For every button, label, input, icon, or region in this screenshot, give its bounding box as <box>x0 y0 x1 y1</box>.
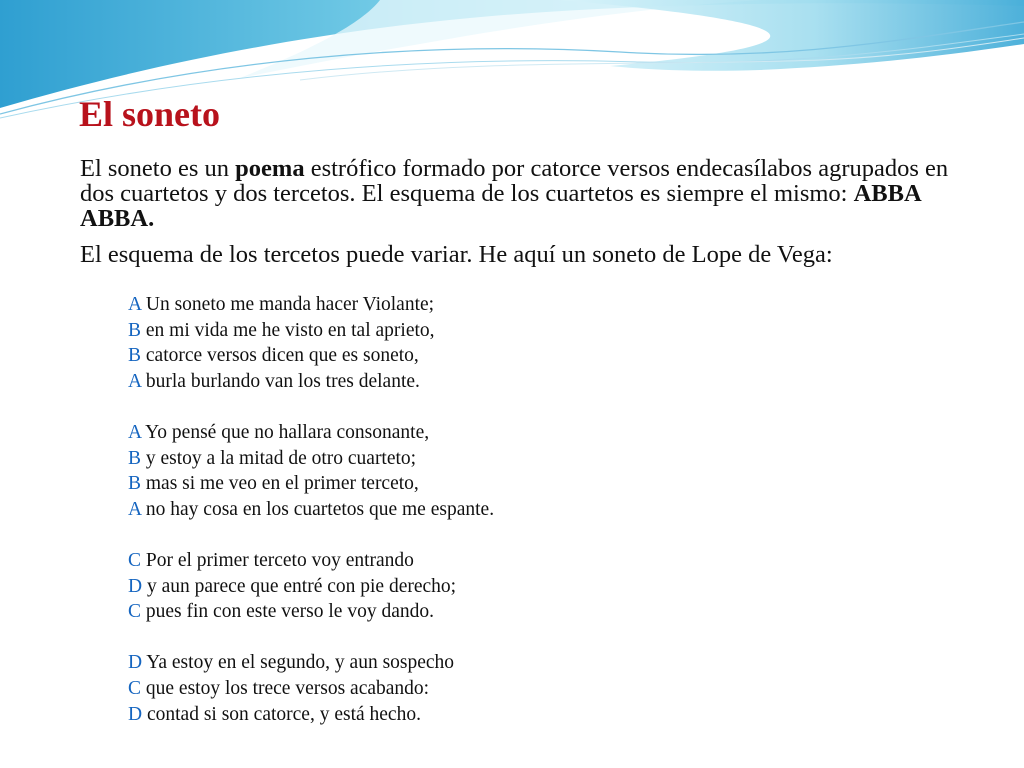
poem-line <box>128 676 688 702</box>
tercetos-paragraph: El esquema de los tercetos puede variar. He aquí un soneto de Lope de Vega: <box>80 241 833 268</box>
verse-text: que estoy los trece versos acabando: <box>141 677 430 699</box>
poem-line <box>128 599 688 625</box>
intro-text-part: El soneto es un <box>80 155 236 182</box>
rhyme-letter: B <box>128 473 142 495</box>
intro-text <box>80 156 985 267</box>
stanza-break <box>128 522 688 548</box>
poem-line <box>128 650 688 676</box>
verse-text: Un soneto me manda hacer Violante; <box>141 294 435 315</box>
verse-text: Por el primer terceto voy entrando <box>141 549 414 571</box>
poem-line <box>128 471 688 497</box>
sonnet-poem <box>128 292 688 727</box>
stanza-break <box>128 394 688 420</box>
verse-text: Ya estoy en el segundo, y aun sospecho <box>142 652 455 674</box>
rhyme-letter: D <box>128 575 143 597</box>
poem-line <box>128 446 688 472</box>
verse-text: y aun parece que entré con pie derecho; <box>142 575 457 597</box>
verse-text: catorce versos dicen que es soneto, <box>141 345 419 367</box>
verse-text: no hay cosa en los cuartetos que me espante. <box>141 498 495 520</box>
rhyme-letter: B <box>128 319 142 341</box>
poem-line <box>128 548 688 574</box>
verse-text: pues fin con este verso le voy dando. <box>141 601 434 623</box>
poem-line <box>128 574 688 600</box>
rhyme-letter: C <box>128 549 142 571</box>
rhyme-letter: D <box>128 652 143 674</box>
verse-text: en mi vida me he visto en tal aprieto, <box>141 319 435 341</box>
rhyme-letter: B <box>128 345 142 367</box>
verse-text: y estoy a la mitad de otro cuarteto; <box>141 447 417 469</box>
verse-text: burla burlando van los tres delante. <box>141 370 420 392</box>
stanza-break <box>128 625 688 651</box>
poem-line <box>128 420 688 446</box>
poem-line <box>128 497 688 523</box>
poem-line <box>128 702 688 728</box>
verse-text: Yo pensé que no hallara consonante, <box>141 421 430 443</box>
poem-line <box>128 343 688 369</box>
poem-line <box>128 292 688 318</box>
slide-title: El soneto <box>79 94 221 134</box>
rhyme-letter: B <box>128 447 142 469</box>
poem-line <box>128 318 688 344</box>
verse-text: contad si son catorce, y está hecho. <box>142 703 421 725</box>
rhyme-letter: D <box>128 703 143 725</box>
rhyme-letter: C <box>128 677 142 699</box>
rhyme-letter: A <box>128 421 142 443</box>
intro-paragraph <box>80 156 985 231</box>
rhyme-letter: A <box>128 498 142 520</box>
intro-emphasis-scheme: ABBA ABBA. <box>80 180 921 232</box>
intro-emphasis-poema: poema <box>235 155 305 182</box>
rhyme-letter: C <box>128 601 142 623</box>
poem-line <box>128 369 688 395</box>
rhyme-letter: A <box>128 294 142 315</box>
verse-text: mas si me veo en el primer terceto, <box>141 473 419 495</box>
intro-text-part: estrófico formado por catorce versos endecasílabos agrupados en dos cuartetos y dos tercetos. El esquema de los cuartetos es siempre el mismo: <box>80 155 949 207</box>
rhyme-letter: A <box>128 370 142 392</box>
